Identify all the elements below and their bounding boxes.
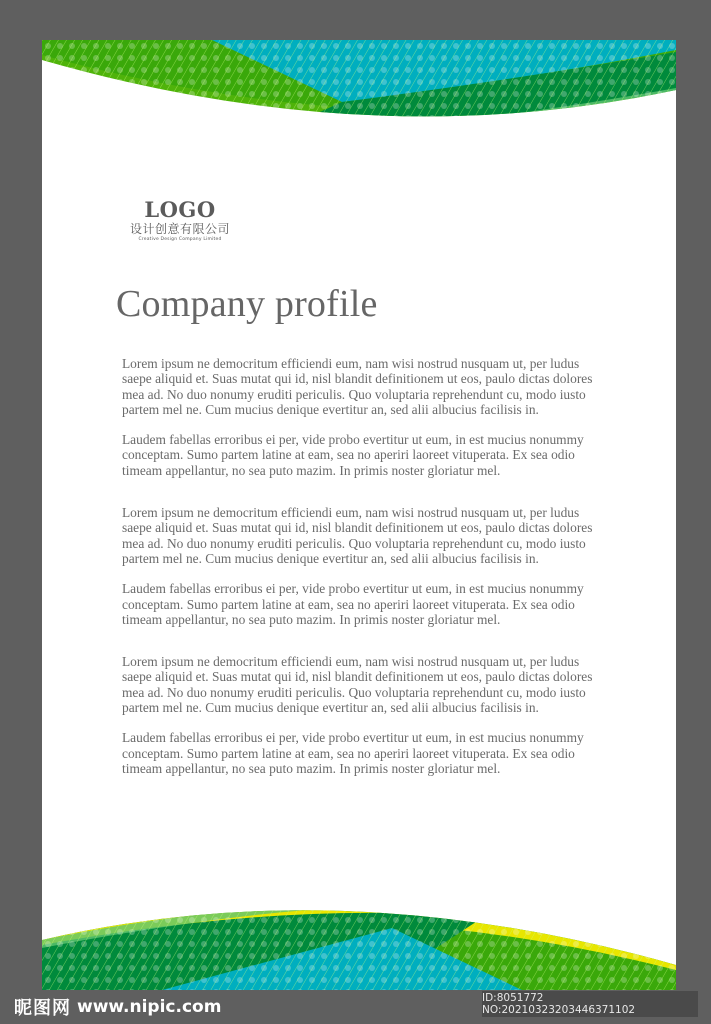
company-logo (120, 198, 240, 243)
letterhead-page (42, 40, 676, 990)
paragraph: Lorem ipsum ne democritum efficiendi eum, nam wisi nostrud nusquam ut, per ludus saepe aliquid et. Suas mutat qui id, nisl blandit definitionem ut eos, paulo dictas dolores mea ad. No duo nonumy eruditi periculis. Quo voluptaria reprehendunt cu, modo iusto partem mel ne. Cum mucius denique evertitur an, sed alii albucius facilisis in. (122, 654, 593, 716)
content-section (122, 654, 602, 776)
paragraph: Laudem fabellas erroribus ei per, vide probo evertitur ut eum, in est mucius nonummy conceptam. Sumo partem latine at eam, sea no aperiri laoreet vituperata. Ex sea odio timeam appellantur, no sea puto mazim. In primis noster gloriatur mel. (122, 581, 584, 627)
logo-company-name-en: Creative Design Company Limited (138, 237, 222, 242)
logo-word: LOGO (144, 197, 216, 222)
content-section (122, 356, 602, 478)
paragraph: Laudem fabellas erroribus ei per, vide probo evertitur ut eum, in est mucius nonummy conceptam. Sumo partem latine at eam, sea no aperiri laoreet vituperata. Ex sea odio timeam appellantur, no sea puto mazim. In primis noster gloriatur mel. (122, 432, 584, 478)
bottom-wave-decoration (42, 890, 676, 990)
paragraph: Lorem ipsum ne democritum efficiendi eum, nam wisi nostrud nusquam ut, per ludus saepe aliquid et. Suas mutat qui id, nisl blandit definitionem ut eos, paulo dictas dolores mea ad. No duo nonumy eruditi periculis. Quo voluptaria reprehendunt cu, modo iusto partem mel ne. Cum mucius denique evertitur an, sed alii albucius facilisis in. (122, 356, 593, 417)
paragraph: Laudem fabellas erroribus ei per, vide probo evertitur ut eum, in est mucius nonummy conceptam. Sumo partem latine at eam, sea no aperiri laoreet vituperata. Ex sea odio timeam appellantur, no sea puto mazim. In primis noster gloriatur mel. (122, 730, 584, 776)
page-title: Company profile (116, 283, 378, 325)
paragraph: Lorem ipsum ne democritum efficiendi eum, nam wisi nostrud nusquam ut, per ludus saepe aliquid et. Suas mutat qui id, nisl blandit definitionem ut eos, paulo dictas dolores mea ad. No duo nonumy eruditi periculis. Quo voluptaria reprehendunt cu, modo iusto partem mel ne. Cum mucius denique evertitur an, sed alii albucius facilisis in. (122, 505, 593, 566)
watermark-id: ID:8051772 NO:20210323203446371102 (482, 991, 698, 1017)
content-section (122, 505, 602, 627)
watermark-site-cn: 昵图网 (14, 998, 71, 1019)
top-wave-decoration (42, 40, 676, 140)
logo-company-name-cn: 设计创意有限公司 (129, 222, 230, 236)
watermark-site-url: www.nipic.com (77, 997, 222, 1017)
watermark-site (14, 994, 221, 1020)
body-content (122, 356, 602, 803)
